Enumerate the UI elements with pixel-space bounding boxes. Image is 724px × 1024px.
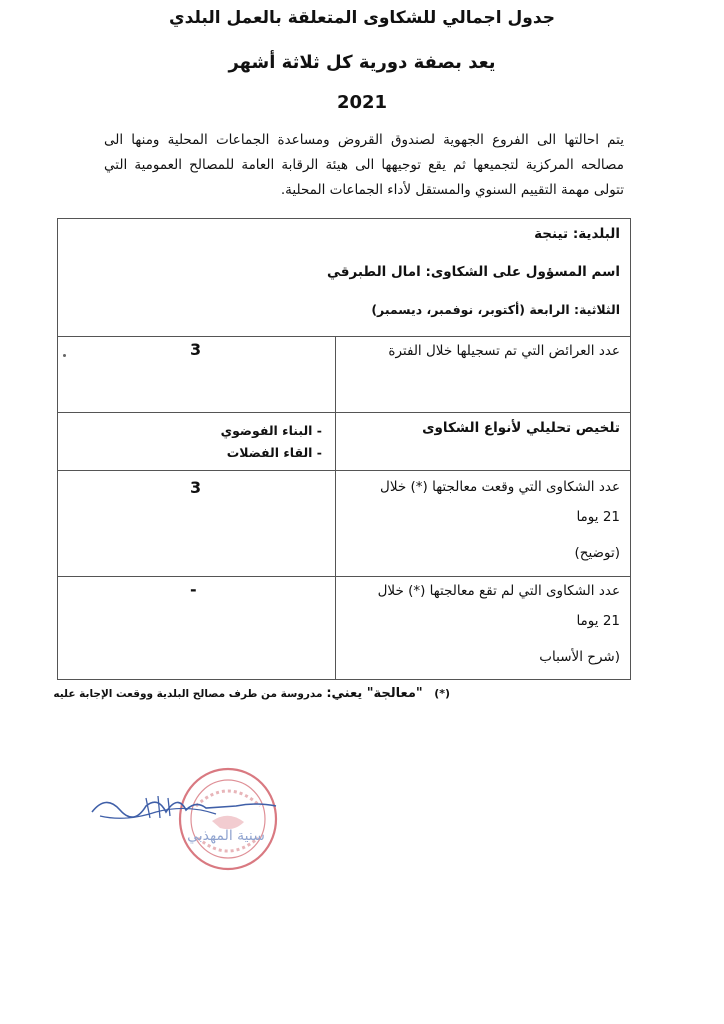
document-year: 2021 (336, 92, 388, 113)
petitions-count-value: 3 (190, 340, 202, 359)
processed-value: 3 (190, 478, 202, 497)
document-title: جدول اجمالي للشكاوى المتعلقة بالعمل البلدي (169, 8, 555, 28)
table-divider (57, 412, 631, 413)
table-divider (57, 470, 631, 471)
intro-paragraph: يتم احالتها الى الفروع الجهوية لصندوق القروض ومساعدة الجماعات المحلية ومنها الى مصالحه المركزية لتجميعها ثم يقع توجيهها الى هيئة الرقابة العامة للمصالح العمومية التي تتولى مهمة التقييم السنوي والمستقل لأداء الجماعات المحلية. (104, 132, 624, 198)
footnote-term: "معالجة" يعني: (326, 686, 423, 701)
footnote (53, 686, 450, 701)
unprocessed-label (350, 576, 620, 672)
petitions-count-label: عدد العرائض التي تم تسجيلها خلال الفترة (388, 343, 620, 359)
municipality-label: البلدية: تينجة (534, 226, 620, 242)
footnote-mark: (*) (434, 687, 450, 700)
scan-speck (63, 354, 66, 357)
quarter-label: الثلاثية: الرابعة (أكتوبر، نوفمبر، ديسمبر) (371, 302, 620, 317)
officer-label: اسم المسؤول على الشكاوى: امال الطبرقي (327, 264, 620, 280)
unprocessed-label-note: (شرح الأسباب (539, 649, 620, 665)
table-column-divider (335, 336, 336, 680)
processed-label-note: (توضيح) (574, 545, 620, 561)
processed-label (350, 472, 620, 568)
list-item: - البناء الفوضوي (221, 420, 322, 442)
processed-label-line: 21 يوما (576, 509, 620, 525)
signature-icon (86, 782, 286, 852)
analysis-label: تلخيص تحليلي لأنواع الشكاوى (422, 420, 620, 436)
signature-name: سنية المهذبي (187, 828, 265, 844)
processed-label-line: عدد الشكاوى التي وقعت معالجتها (*) خلال (380, 479, 620, 495)
footnote-definition: مدروسة من طرف مصالح البلدية ووقعت الإجابة عليه (53, 688, 323, 700)
unprocessed-label-line: عدد الشكاوى التي لم تقع معالجتها (*) خلال (377, 583, 620, 599)
list-item: - القاء الفضلات (221, 442, 322, 464)
unprocessed-label-line: 21 يوما (576, 613, 620, 629)
complaint-types-list (221, 420, 322, 464)
unprocessed-value: - (190, 580, 197, 599)
document-subtitle: يعد بصفة دورية كل ثلاثة أشهر (228, 52, 496, 73)
